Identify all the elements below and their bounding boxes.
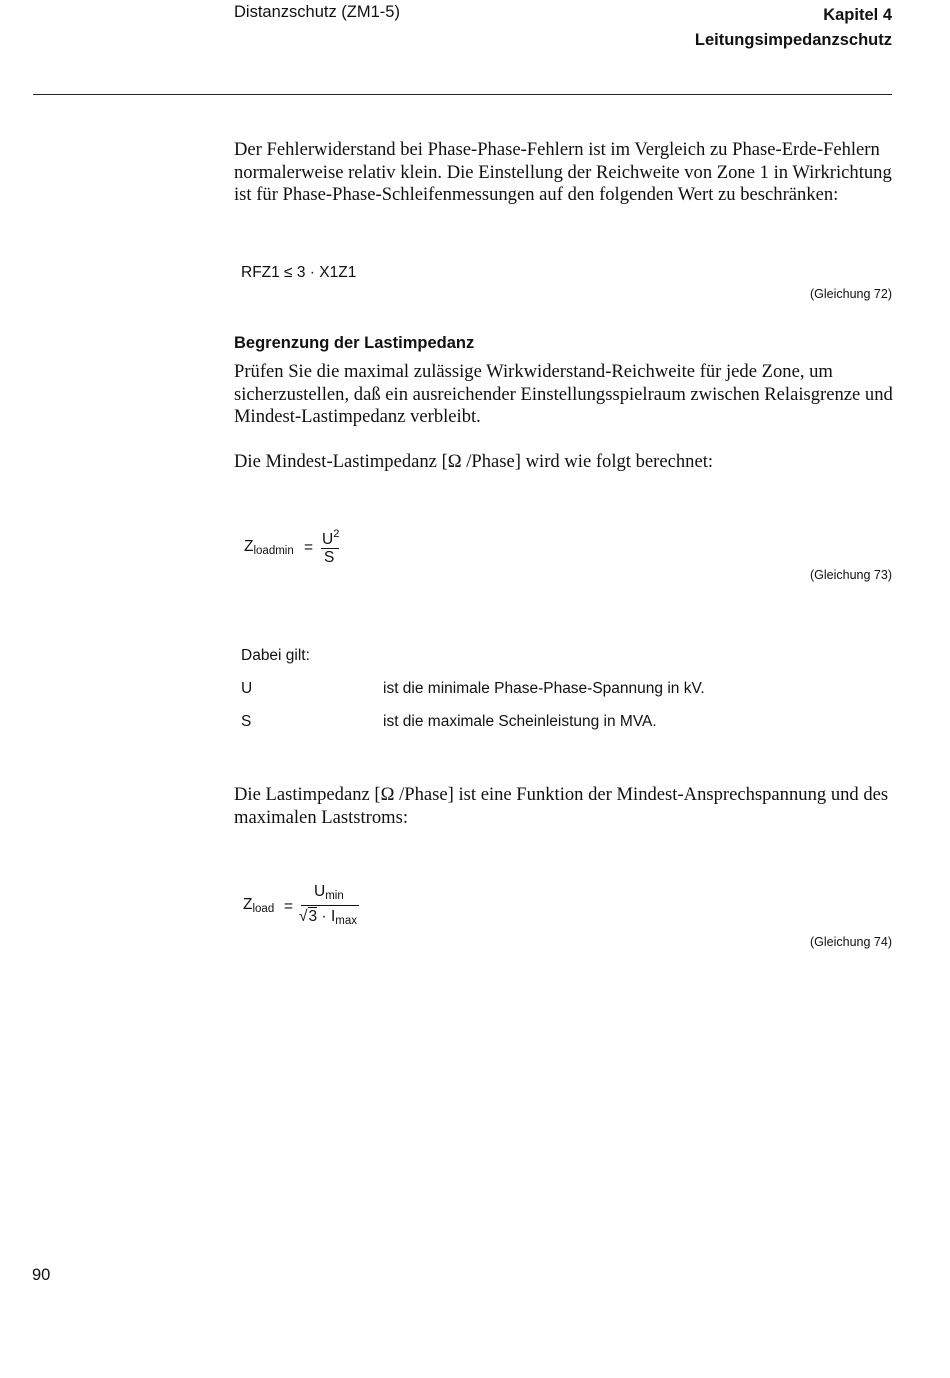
chapter-number: Kapitel 4 bbox=[823, 6, 892, 24]
definition-text: ist die minimale Phase-Phase-Spannung in kV. bbox=[383, 680, 705, 697]
equation-73-denominator: S bbox=[324, 549, 335, 566]
square-root-icon: √3 bbox=[299, 908, 318, 925]
definition-symbol: S bbox=[241, 713, 252, 730]
definition-symbol: U bbox=[241, 680, 253, 697]
header-divider bbox=[33, 94, 892, 95]
running-header-title: Distanzschutz (ZM1-5) bbox=[234, 3, 400, 21]
equation-73-lhs: $Z_{loadmin}$ bbox=[244, 538, 294, 557]
paragraph-load-check: Prüfen Sie die maximal zulässige Wirkwiderstand-Reichweite für jede Zone, um sicherzustellen, daß ein ausreichender Einstellungsspielraum zwischen Relaisgrenze und Mindest-Lastimpedanz verbleibt. bbox=[234, 361, 893, 427]
chapter-header bbox=[695, 3, 892, 53]
equation-72-formula: RFZ1 ≤ 3 · X1Z1 bbox=[241, 264, 357, 281]
equation-72-reference: (Gleichung 72) bbox=[810, 287, 892, 301]
equation-73-reference: (Gleichung 73) bbox=[810, 568, 892, 582]
page-number: 90 bbox=[32, 1266, 51, 1284]
paragraph-fault-resistance: Der Fehlerwiderstand bei Phase-Phase-Fehlern ist im Vergleich zu Phase-Erde-Fehlern normalerweise relativ klein. Die Einstellung der Reichweite von Zone 1 in Wirkrichtung ist für Phase-Phase-Schleifenmessungen auf den folgenden Wert zu beschränken: bbox=[234, 139, 892, 205]
equation-74-reference: (Gleichung 74) bbox=[810, 935, 892, 949]
equation-73-equals: = bbox=[304, 539, 314, 556]
equation-73-numerator: $U^2$ bbox=[322, 528, 340, 548]
definition-text: ist die maximale Scheinleistung in MVA. bbox=[383, 713, 657, 730]
section-heading: Begrenzung der Lastimpedanz bbox=[234, 334, 475, 352]
equation-74-lhs: $Z_{load}$ bbox=[243, 896, 275, 915]
equation-74-equals: = bbox=[284, 898, 294, 915]
equation-73 bbox=[244, 522, 384, 572]
paragraph-min-load-impedance: Die Mindest-Lastimpedanz [Ω /Phase] wird wie folgt berechnet: bbox=[234, 451, 714, 472]
paragraph-load-impedance: Die Lastimpedanz [Ω /Phase] ist eine Funktion der Mindest-Ansprechspannung und des maximalen Laststroms: bbox=[234, 784, 889, 828]
equation-74-fraction-bar bbox=[301, 905, 359, 906]
equation-74-numerator: $U_{min}$ bbox=[314, 883, 344, 902]
definitions-intro: Dabei gilt: bbox=[241, 647, 310, 664]
chapter-title: Leitungsimpedanzschutz bbox=[694, 31, 892, 49]
equation-74-denominator: $√3 \cdot I_{max}$ bbox=[299, 908, 357, 927]
equation-74 bbox=[243, 882, 383, 937]
